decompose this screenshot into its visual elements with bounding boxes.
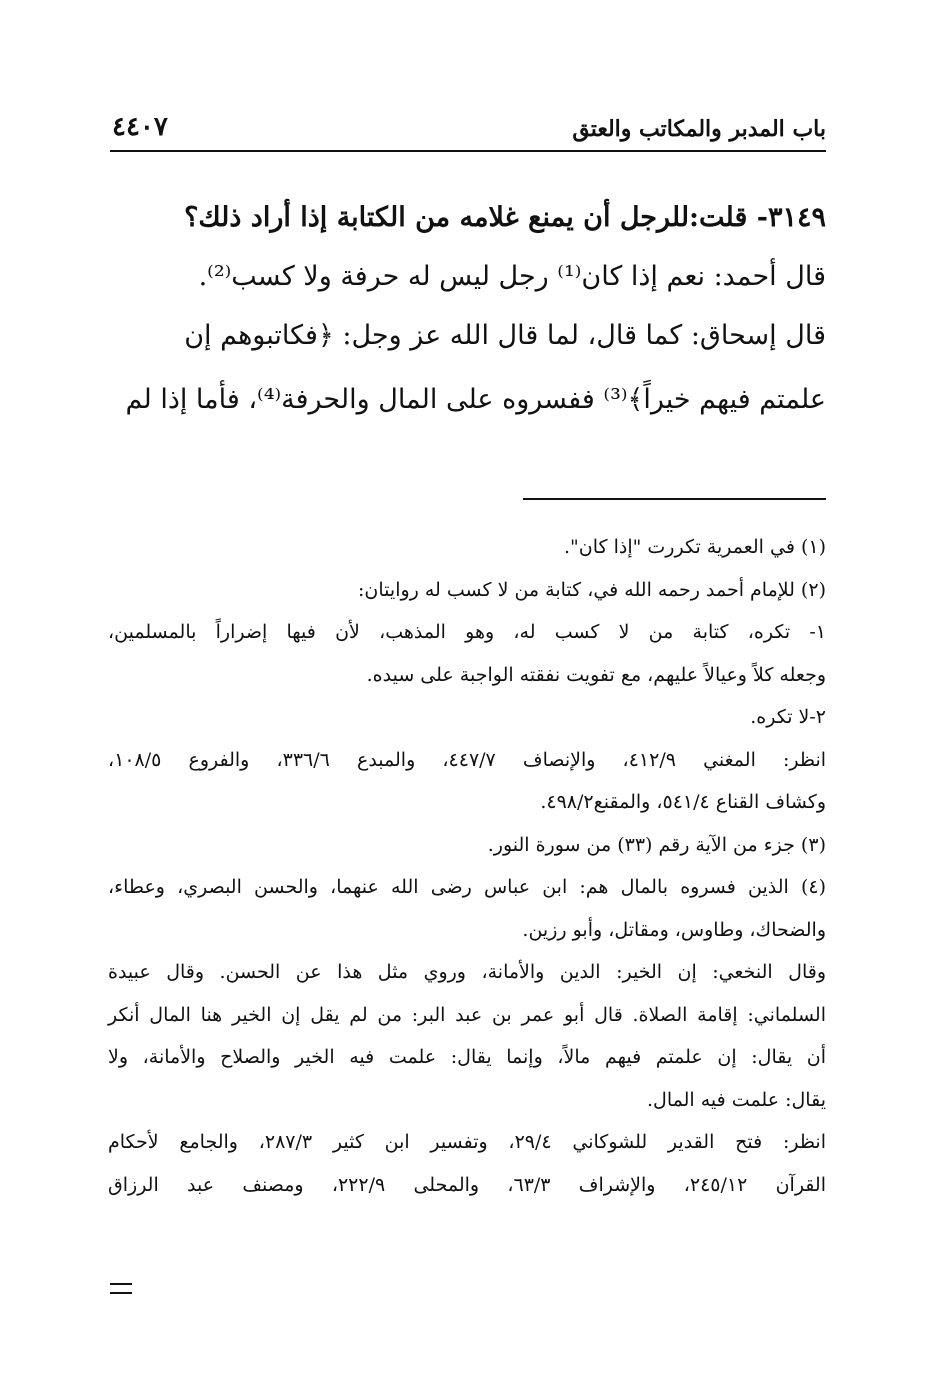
running-title: باب المدبر والمكاتب والعتق — [572, 116, 826, 142]
answer-ahmad-line: قال أحمد: نعم إذا كان⁽¹⁾ رجل ليس له حرفة ولا كسب⁽²⁾. — [198, 261, 826, 292]
footnote-3: (٣) جزء من الآية رقم (٣٣) من سورة النور. — [487, 833, 826, 856]
footnote-4: (٤) الذين فسروه بالمال هم: ابن عباس رضى الله عنهما، والحسن البصري، وعطاء، — [108, 876, 826, 898]
footnote-4-line: أن يقال: إن علمتم فيهم مالاً، وإنما يقال: علمت فيه الخير والصلاح والأمانة، ولا — [108, 1046, 826, 1068]
footnote-2-references: وكشاف القناع ٥٤١/٤، والمقنع٤٩٨/٢. — [540, 791, 826, 813]
footnote-2: (٢) للإمام أحمد رحمه الله في، كتابة من لا كسب له روايتان: — [358, 578, 826, 601]
footnotes — [108, 527, 826, 1207]
footnote-4-line: والضحاك، وطاوس، ومقاتل، وأبو رزين. — [522, 918, 826, 941]
footnote-separator — [523, 498, 826, 500]
page-number: ٤٤٠٧ — [112, 112, 168, 142]
answer-ishaq-line-2: علمتم فيهم خيراً﴾⁽³⁾ ففسروه على المال والحرفة⁽⁴⁾، فأما إذا لم — [125, 384, 826, 415]
main-text — [110, 186, 826, 432]
footnote-1: (١) في العمرية تكررت "إذا كان". — [564, 536, 826, 558]
footnote-2-line: وجعله كلاً وعيالاً عليهم، مع تفويت نفقته الواجبة على سيده. — [366, 663, 826, 686]
answer-ishaq-line: قال إسحاق: كما قال، لما قال الله عز وجل: ﴿فكاتبوهم إن — [184, 320, 826, 351]
footnote-4-line: وقال النخعي: إن الخير: الدين والأمانة، وروي مثل هذا عن الحسن. وقال عبيدة — [108, 961, 826, 983]
continuation-mark — [110, 1283, 132, 1294]
footnote-2-line: ١- تكره، كتابة من لا كسب له، وهو المذهب، لأن فيها إضراراً بالمسلمين، — [108, 621, 826, 643]
footnote-2-line: ٢-لا تكره. — [750, 706, 826, 728]
footnote-4-references: انظر: فتح القدير للشوكاني ٢٩/٤، وتفسير ابن كثير ٢٨٧/٣، والجامع لأحكام — [108, 1131, 826, 1153]
footnote-2-references: انظر: المغني ٤١٢/٩، والإنصاف ٤٤٧/٧، والمبدع ٣٣٦/٦، والفروع ١٠٨/٥، — [108, 748, 827, 771]
question-line: ٣١٤٩- قلت:للرجل أن يمنع غلامه من الكتابة إذا أراد ذلك؟ — [184, 202, 826, 233]
footnote-4-line: السلماني: إقامة الصلاة. قال أبو عمر بن عبد البر: من لم يقل إن الخير هنا المال أنكر — [108, 1003, 826, 1026]
footnote-4-line: يقال: علمت فيه المال. — [647, 1088, 826, 1111]
footnote-4-references: القرآن ٢٤٥/١٢، والإشراف ٦٣/٣، والمحلى ٢٢٢/٩، ومصنف عبد الرزاق — [108, 1173, 826, 1196]
page-header — [110, 112, 826, 152]
